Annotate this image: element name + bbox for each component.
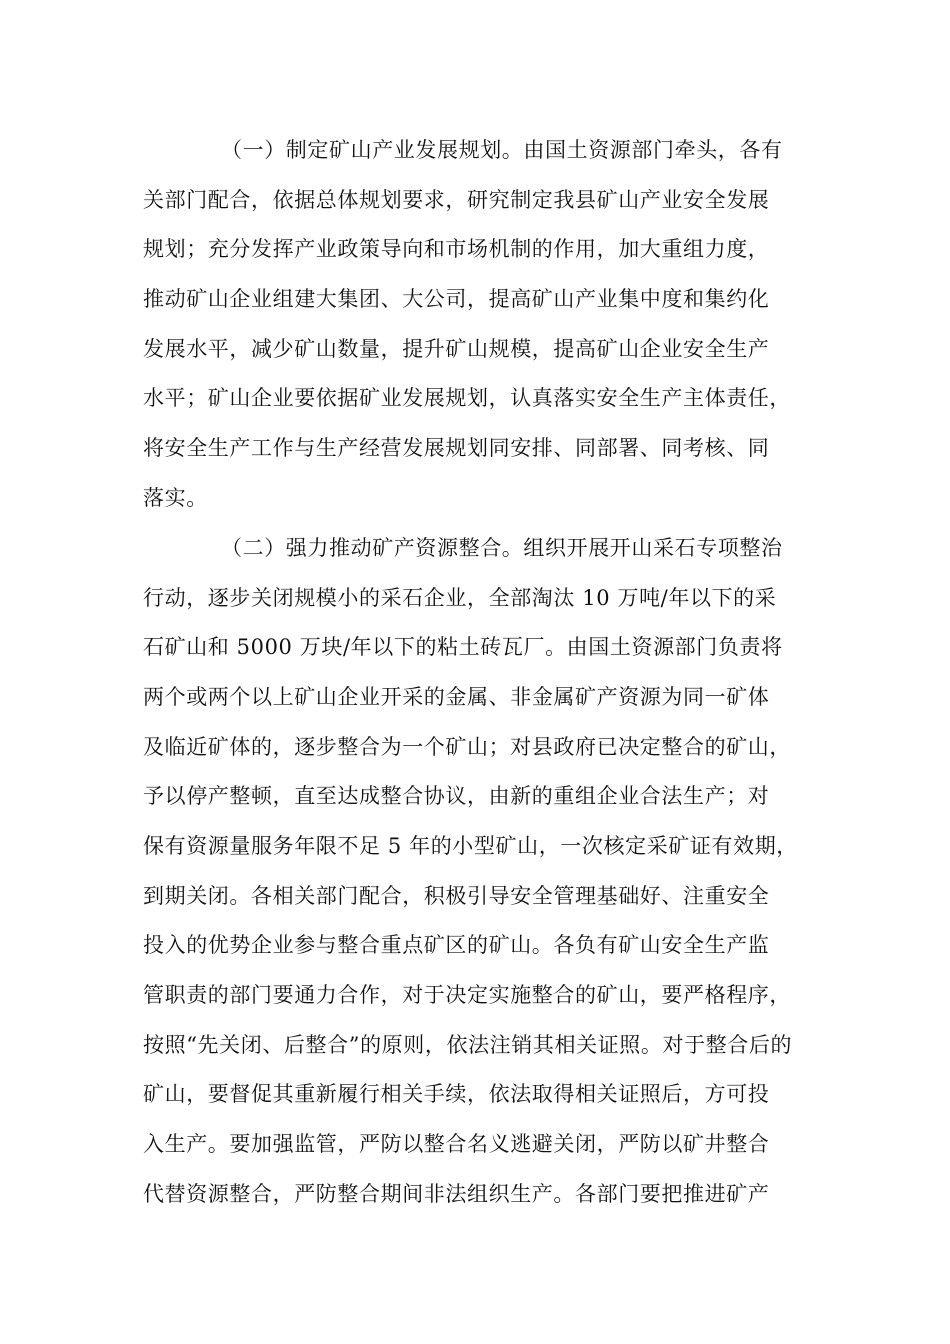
paragraph-2-line-12: 矿山，要督促其重新履行相关手续，依法取得相关证照后，方可投	[143, 1082, 770, 1106]
paragraph-2-line-7: 保有资源量服务年限不足 5 年的小型矿山，一次核定采矿证有效期，	[143, 834, 798, 858]
paragraph-2-line-4: 两个或两个以上矿山企业开采的金属、非金属矿产资源为同一矿体	[143, 685, 770, 709]
paragraph-1-line-6: 水平；矿山企业要依据矿业发展规划，认真落实安全生产主体责任，	[143, 386, 791, 410]
paragraph-2-line-8: 到期关闭。各相关部门配合，积极引导安全管理基础好、注重安全	[143, 884, 770, 908]
paragraph-1-line-7: 将安全生产工作与生产经营发展规划同安排、同部署、同考核、同	[143, 436, 770, 460]
paragraph-2-line-11: 按照“先关闭、后整合”的原则，依法注销其相关证照。对于整合后的	[143, 1033, 793, 1057]
paragraph-1-line-3: 规划；充分发挥产业政策导向和市场机制的作用，加大重组力度，	[143, 237, 770, 261]
paragraph-2-line-1: （二）强力推动矿产资源整合。组织开展开山采石专项整治	[221, 536, 783, 560]
paragraph-2-line-9: 投入的优势企业参与整合重点矿区的矿山。各负有矿山安全生产监	[143, 933, 770, 957]
paragraph-2-line-10: 管职责的部门要通力合作，对于决定实施整合的矿山，要严格程序，	[143, 983, 791, 1007]
paragraph-2-line-2: 行动，逐步关闭规模小的采石企业，全部淘汰 10 万吨/年以下的采	[143, 586, 777, 610]
paragraph-1-line-1: （一）制定矿山产业发展规划。由国土资源部门牵头，各有	[221, 138, 783, 162]
paragraph-2-line-14: 代替资源整合，严防整合期间非法组织生产。各部门要把推进矿产	[143, 1182, 770, 1206]
paragraph-1-line-4: 推动矿山企业组建大集团、大公司，提高矿山产业集中度和集约化	[143, 287, 770, 311]
paragraph-2-line-13: 入生产。要加强监管，严防以整合名义逃避关闭，严防以矿井整合	[143, 1132, 770, 1156]
paragraph-1-line-8: 落实。	[143, 486, 208, 510]
paragraph-2-line-3: 石矿山和 5000 万块/年以下的粘土砖瓦厂。由国土资源部门负责将	[143, 635, 783, 659]
paragraph-2-line-5: 及临近矿体的，逐步整合为一个矿山；对县政府已决定整合的矿山，	[143, 735, 791, 759]
paragraph-1-line-5: 发展水平，减少矿山数量，提升矿山规模，提高矿山企业安全生产	[143, 337, 770, 361]
paragraph-1-line-2: 关部门配合，依据总体规划要求，研究制定我县矿山产业安全发展	[143, 188, 770, 212]
paragraph-2-line-6: 予以停产整顿，直至达成整合协议，由新的重组企业合法生产；对	[143, 784, 770, 808]
